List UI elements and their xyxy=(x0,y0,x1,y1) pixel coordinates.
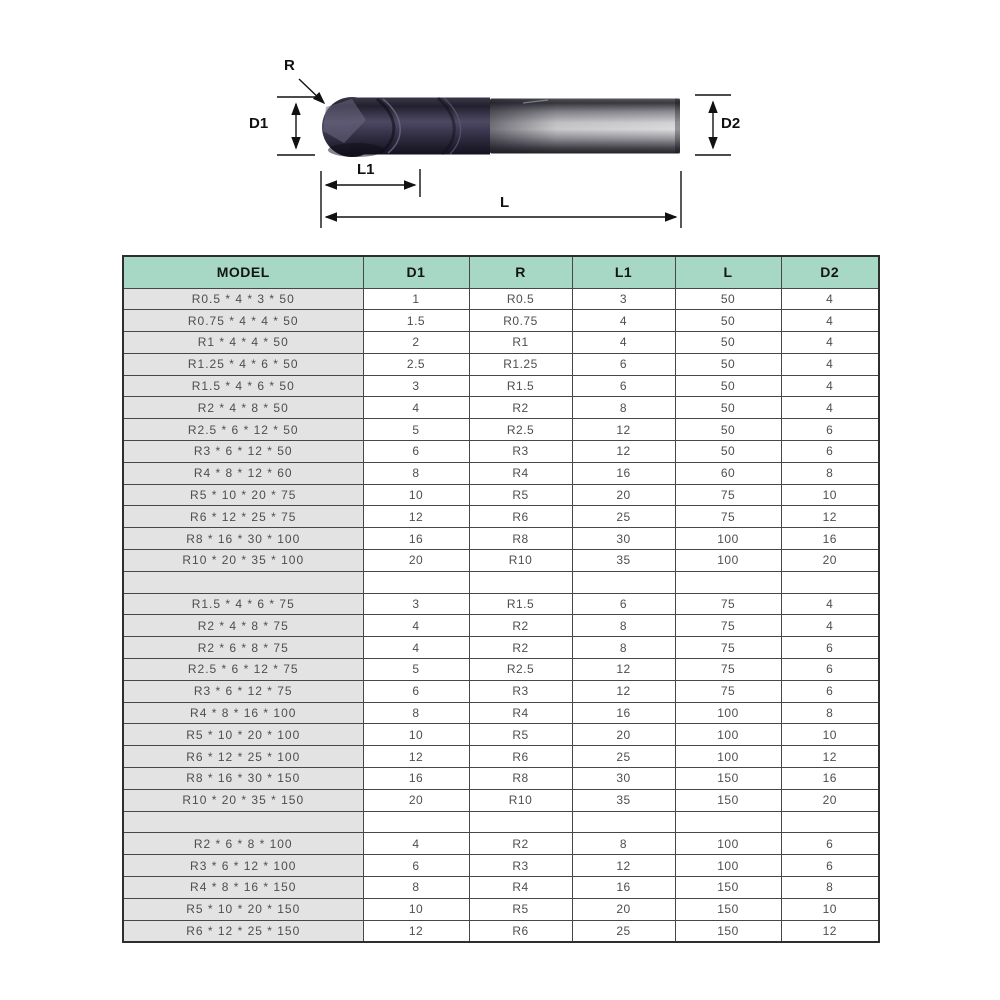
value-cell: R2 xyxy=(469,637,572,659)
radius-leader-arrow xyxy=(299,79,324,103)
value-cell: R1 xyxy=(469,332,572,354)
value-cell: 75 xyxy=(675,659,781,681)
value-cell: 12 xyxy=(363,746,469,768)
model-cell: R2 * 4 * 8 * 75 xyxy=(123,615,363,637)
d1-label: D1 xyxy=(249,115,269,132)
value-cell: R2.5 xyxy=(469,659,572,681)
table-row xyxy=(123,789,879,811)
value-cell: 10 xyxy=(781,484,879,506)
value-cell: 12 xyxy=(572,855,675,877)
value-cell: 6 xyxy=(781,680,879,702)
table-row xyxy=(123,397,879,419)
value-cell: 6 xyxy=(781,441,879,463)
column-header-r: R xyxy=(469,256,572,288)
value-cell: 50 xyxy=(675,419,781,441)
value-cell: R5 xyxy=(469,898,572,920)
model-cell: R6 * 12 * 25 * 75 xyxy=(123,506,363,528)
value-cell: 150 xyxy=(675,920,781,942)
value-cell: 100 xyxy=(675,746,781,768)
model-cell: R1.25 * 4 * 6 * 50 xyxy=(123,353,363,375)
value-cell: 3 xyxy=(572,288,675,310)
value-cell: 75 xyxy=(675,615,781,637)
table-row xyxy=(123,615,879,637)
value-cell: 150 xyxy=(675,768,781,790)
value-cell: R5 xyxy=(469,484,572,506)
value-cell: 12 xyxy=(572,680,675,702)
value-cell: 30 xyxy=(572,528,675,550)
value-cell xyxy=(469,571,572,593)
endmill-diagram xyxy=(0,0,1000,250)
value-cell: 8 xyxy=(572,833,675,855)
value-cell: R2.5 xyxy=(469,419,572,441)
model-cell: R2.5 * 6 * 12 * 50 xyxy=(123,419,363,441)
value-cell: 20 xyxy=(572,898,675,920)
value-cell: 8 xyxy=(363,877,469,899)
value-cell xyxy=(781,811,879,833)
value-cell: 4 xyxy=(781,615,879,637)
value-cell: 60 xyxy=(675,462,781,484)
value-cell: R10 xyxy=(469,789,572,811)
value-cell: 20 xyxy=(363,550,469,572)
value-cell: 8 xyxy=(572,637,675,659)
value-cell: 6 xyxy=(781,855,879,877)
model-cell: R4 * 8 * 12 * 60 xyxy=(123,462,363,484)
value-cell: 10 xyxy=(781,724,879,746)
value-cell: 25 xyxy=(572,920,675,942)
table-row xyxy=(123,288,879,310)
value-cell: 4 xyxy=(781,310,879,332)
value-cell: 4 xyxy=(781,375,879,397)
value-cell: R3 xyxy=(469,680,572,702)
value-cell: 6 xyxy=(572,593,675,615)
column-header-l: L xyxy=(675,256,781,288)
value-cell: 6 xyxy=(572,375,675,397)
value-cell: 10 xyxy=(781,898,879,920)
model-cell: R8 * 16 * 30 * 100 xyxy=(123,528,363,550)
value-cell: 4 xyxy=(363,637,469,659)
model-cell: R8 * 16 * 30 * 150 xyxy=(123,768,363,790)
model-cell xyxy=(123,811,363,833)
value-cell: 1 xyxy=(363,288,469,310)
model-cell: R1 * 4 * 4 * 50 xyxy=(123,332,363,354)
value-cell xyxy=(572,571,675,593)
value-cell: 8 xyxy=(572,615,675,637)
model-cell: R2 * 6 * 8 * 100 xyxy=(123,833,363,855)
value-cell: R3 xyxy=(469,855,572,877)
table-row xyxy=(123,855,879,877)
value-cell: 20 xyxy=(572,484,675,506)
value-cell: 8 xyxy=(781,877,879,899)
model-cell: R3 * 6 * 12 * 100 xyxy=(123,855,363,877)
value-cell: 4 xyxy=(363,397,469,419)
model-cell: R6 * 12 * 25 * 100 xyxy=(123,746,363,768)
model-cell: R4 * 8 * 16 * 150 xyxy=(123,877,363,899)
value-cell: 2.5 xyxy=(363,353,469,375)
value-cell: 50 xyxy=(675,332,781,354)
value-cell: R4 xyxy=(469,702,572,724)
value-cell xyxy=(675,811,781,833)
value-cell: 20 xyxy=(781,789,879,811)
value-cell: 10 xyxy=(363,484,469,506)
table-row xyxy=(123,920,879,942)
value-cell: 4 xyxy=(781,353,879,375)
table-row xyxy=(123,375,879,397)
table-separator-row xyxy=(123,571,879,593)
value-cell: 8 xyxy=(781,702,879,724)
table-row xyxy=(123,353,879,375)
value-cell: 30 xyxy=(572,768,675,790)
endmill-drawing xyxy=(0,0,1000,250)
value-cell: 3 xyxy=(363,375,469,397)
value-cell: 12 xyxy=(781,746,879,768)
value-cell: 5 xyxy=(363,419,469,441)
model-cell: R1.5 * 4 * 6 * 50 xyxy=(123,375,363,397)
value-cell: 16 xyxy=(781,528,879,550)
value-cell: 16 xyxy=(572,702,675,724)
table-row xyxy=(123,724,879,746)
value-cell: 50 xyxy=(675,288,781,310)
value-cell xyxy=(469,811,572,833)
value-cell: 20 xyxy=(363,789,469,811)
value-cell: R4 xyxy=(469,877,572,899)
value-cell: 25 xyxy=(572,506,675,528)
value-cell: 12 xyxy=(572,419,675,441)
value-cell: 4 xyxy=(781,593,879,615)
value-cell: 2 xyxy=(363,332,469,354)
value-cell: 5 xyxy=(363,659,469,681)
header-row xyxy=(123,256,879,288)
value-cell: 50 xyxy=(675,353,781,375)
value-cell: 12 xyxy=(781,920,879,942)
value-cell: 6 xyxy=(781,637,879,659)
model-cell: R10 * 20 * 35 * 150 xyxy=(123,789,363,811)
value-cell: 6 xyxy=(781,659,879,681)
value-cell: 12 xyxy=(572,441,675,463)
model-cell: R5 * 10 * 20 * 150 xyxy=(123,898,363,920)
value-cell: 12 xyxy=(572,659,675,681)
value-cell: R1.25 xyxy=(469,353,572,375)
value-cell: 6 xyxy=(363,855,469,877)
shank-end-edge xyxy=(675,99,680,154)
value-cell: 20 xyxy=(781,550,879,572)
value-cell: 100 xyxy=(675,724,781,746)
value-cell xyxy=(363,571,469,593)
model-cell: R0.75 * 4 * 4 * 50 xyxy=(123,310,363,332)
value-cell: 100 xyxy=(675,528,781,550)
column-header-d2: D2 xyxy=(781,256,879,288)
value-cell: 75 xyxy=(675,506,781,528)
table-row xyxy=(123,680,879,702)
value-cell: 16 xyxy=(572,462,675,484)
model-cell: R5 * 10 * 20 * 100 xyxy=(123,724,363,746)
value-cell: 100 xyxy=(675,702,781,724)
table-row xyxy=(123,877,879,899)
model-cell: R1.5 * 4 * 6 * 75 xyxy=(123,593,363,615)
value-cell: 6 xyxy=(781,833,879,855)
value-cell: 6 xyxy=(363,441,469,463)
value-cell: 10 xyxy=(363,724,469,746)
model-cell: R0.5 * 4 * 3 * 50 xyxy=(123,288,363,310)
value-cell: 50 xyxy=(675,310,781,332)
value-cell xyxy=(675,571,781,593)
value-cell: 75 xyxy=(675,680,781,702)
value-cell: 6 xyxy=(572,353,675,375)
spec-table-header xyxy=(123,256,879,288)
value-cell: 16 xyxy=(572,877,675,899)
value-cell: R2 xyxy=(469,833,572,855)
table-row xyxy=(123,746,879,768)
value-cell: 16 xyxy=(363,528,469,550)
value-cell: 16 xyxy=(781,768,879,790)
model-cell: R6 * 12 * 25 * 150 xyxy=(123,920,363,942)
model-cell: R5 * 10 * 20 * 75 xyxy=(123,484,363,506)
value-cell: 4 xyxy=(572,332,675,354)
value-cell xyxy=(572,811,675,833)
value-cell: 4 xyxy=(572,310,675,332)
tool-body xyxy=(322,97,680,157)
value-cell: 10 xyxy=(363,898,469,920)
value-cell: R6 xyxy=(469,920,572,942)
column-header-d1: D1 xyxy=(363,256,469,288)
ball-shadow xyxy=(328,143,384,157)
table-row xyxy=(123,659,879,681)
value-cell: 4 xyxy=(781,397,879,419)
d2-label: D2 xyxy=(721,115,741,132)
table-row xyxy=(123,768,879,790)
l1-label: L1 xyxy=(357,161,375,178)
value-cell: 100 xyxy=(675,855,781,877)
table-row xyxy=(123,550,879,572)
value-cell: 100 xyxy=(675,550,781,572)
table-row xyxy=(123,332,879,354)
value-cell: 150 xyxy=(675,789,781,811)
value-cell: 100 xyxy=(675,833,781,855)
value-cell: 16 xyxy=(363,768,469,790)
value-cell: 4 xyxy=(781,288,879,310)
spec-table-container xyxy=(122,255,878,943)
radius-label: R xyxy=(284,57,295,74)
value-cell: 4 xyxy=(781,332,879,354)
table-row xyxy=(123,833,879,855)
value-cell: 4 xyxy=(363,615,469,637)
spec-table-body xyxy=(123,288,879,942)
table-row xyxy=(123,441,879,463)
table-row xyxy=(123,419,879,441)
table-row xyxy=(123,702,879,724)
table-row xyxy=(123,528,879,550)
model-cell: R2 * 4 * 8 * 50 xyxy=(123,397,363,419)
value-cell: 35 xyxy=(572,789,675,811)
value-cell: R0.75 xyxy=(469,310,572,332)
model-cell: R3 * 6 * 12 * 75 xyxy=(123,680,363,702)
value-cell: 50 xyxy=(675,375,781,397)
value-cell xyxy=(781,571,879,593)
value-cell: R10 xyxy=(469,550,572,572)
column-header-l1: L1 xyxy=(572,256,675,288)
table-row xyxy=(123,484,879,506)
value-cell: 6 xyxy=(363,680,469,702)
value-cell: R1.5 xyxy=(469,375,572,397)
value-cell: R3 xyxy=(469,441,572,463)
value-cell: R8 xyxy=(469,768,572,790)
value-cell: R4 xyxy=(469,462,572,484)
value-cell: 4 xyxy=(363,833,469,855)
table-row xyxy=(123,593,879,615)
value-cell: 75 xyxy=(675,593,781,615)
model-cell: R3 * 6 * 12 * 50 xyxy=(123,441,363,463)
l-label: L xyxy=(500,194,510,211)
value-cell: R1.5 xyxy=(469,593,572,615)
table-separator-row xyxy=(123,811,879,833)
value-cell: 25 xyxy=(572,746,675,768)
value-cell: 12 xyxy=(781,506,879,528)
value-cell: R6 xyxy=(469,746,572,768)
value-cell: 6 xyxy=(781,419,879,441)
value-cell: 1.5 xyxy=(363,310,469,332)
value-cell: 50 xyxy=(675,441,781,463)
value-cell: 35 xyxy=(572,550,675,572)
model-cell: R4 * 8 * 16 * 100 xyxy=(123,702,363,724)
table-row xyxy=(123,462,879,484)
value-cell: 20 xyxy=(572,724,675,746)
value-cell: 75 xyxy=(675,637,781,659)
value-cell xyxy=(363,811,469,833)
value-cell: R5 xyxy=(469,724,572,746)
model-cell xyxy=(123,571,363,593)
table-row xyxy=(123,637,879,659)
shank-shading xyxy=(490,99,680,154)
value-cell: 12 xyxy=(363,920,469,942)
value-cell: R0.5 xyxy=(469,288,572,310)
table-row xyxy=(123,898,879,920)
value-cell: 8 xyxy=(572,397,675,419)
value-cell: R2 xyxy=(469,397,572,419)
model-cell: R2.5 * 6 * 12 * 75 xyxy=(123,659,363,681)
column-header-model: MODEL xyxy=(123,256,363,288)
value-cell: 150 xyxy=(675,898,781,920)
value-cell: 75 xyxy=(675,484,781,506)
table-row xyxy=(123,506,879,528)
value-cell: 3 xyxy=(363,593,469,615)
table-row xyxy=(123,310,879,332)
model-cell: R10 * 20 * 35 * 100 xyxy=(123,550,363,572)
value-cell: R8 xyxy=(469,528,572,550)
value-cell: R6 xyxy=(469,506,572,528)
value-cell: 12 xyxy=(363,506,469,528)
value-cell: R2 xyxy=(469,615,572,637)
value-cell: 8 xyxy=(363,702,469,724)
model-cell: R2 * 6 * 8 * 75 xyxy=(123,637,363,659)
value-cell: 8 xyxy=(781,462,879,484)
value-cell: 8 xyxy=(363,462,469,484)
spec-table xyxy=(122,255,880,943)
value-cell: 150 xyxy=(675,877,781,899)
value-cell: 50 xyxy=(675,397,781,419)
